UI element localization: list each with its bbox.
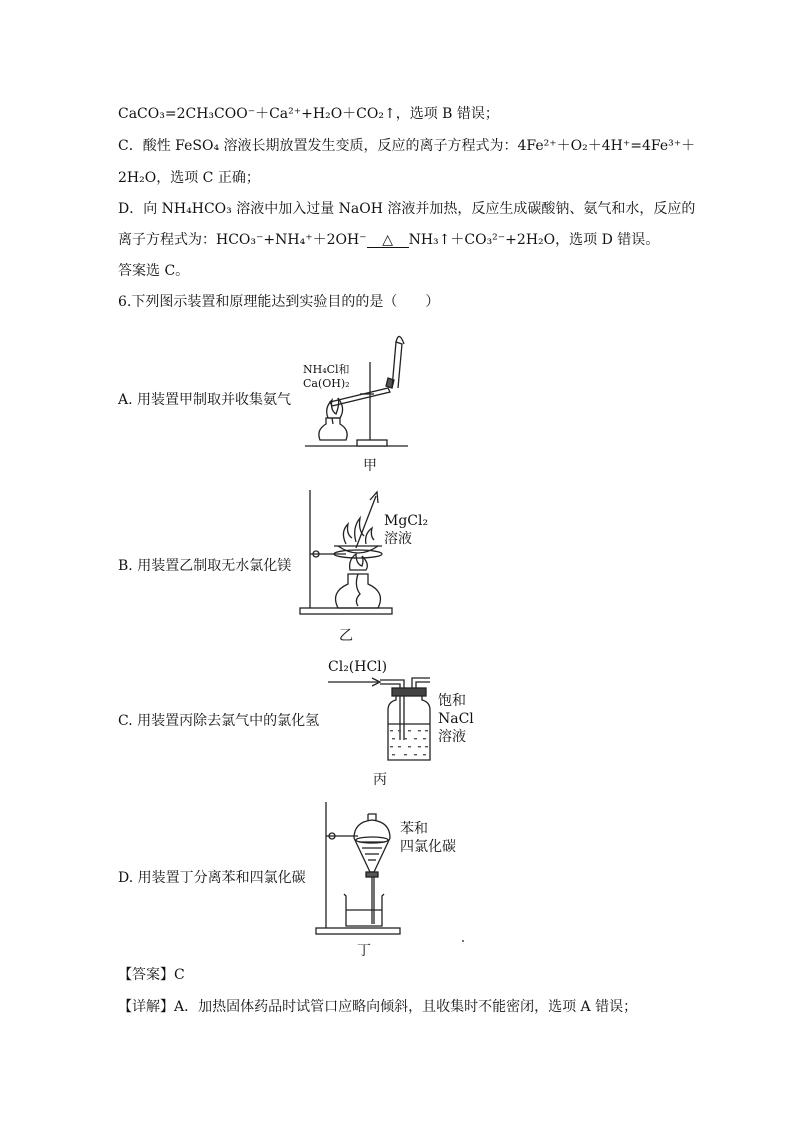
answer-line: 【答案】C — [118, 967, 185, 983]
label-yi-2: 溶液 — [384, 531, 412, 547]
label-yi-1: MgCl₂ — [384, 513, 429, 529]
text-line-6: 答案选 C。 — [118, 263, 190, 279]
option-a: A. 用装置甲制取并收集氨气 — [118, 392, 292, 408]
heat-condition: △ — [367, 233, 409, 248]
figure-jia — [300, 322, 420, 452]
equation-left: 离子方程式为：HCO₃⁻+NH₄⁺＋2OH⁻ — [118, 232, 367, 248]
question-6: 6.下列图示装置和原理能达到实验目的的是（ ） — [118, 294, 440, 310]
caption-yi: 乙 — [339, 628, 353, 644]
figure-bing — [326, 660, 486, 765]
label-jia-1: NH₄Cl和 — [303, 363, 350, 376]
label-bing-2: NaCl — [438, 711, 474, 727]
label-bing-1: 饱和 — [438, 693, 466, 709]
label-jia-2: Ca(OH)₂ — [303, 377, 350, 390]
label-ding-1: 苯和 — [400, 821, 428, 837]
stray-dot — [462, 940, 464, 942]
figure-ding — [312, 800, 472, 940]
text-line-4: D．向 NH₄HCO₃ 溶液中加入过量 NaOH 溶液并加热，反应生成碳酸钠、氨气和水，反应的 — [118, 201, 696, 217]
equation-right: NH₃↑＋CO₃²⁻+2H₂O，选项 D 错误。 — [408, 232, 660, 248]
caption-bing: 丙 — [373, 772, 387, 788]
caption-jia: 甲 — [363, 458, 377, 474]
option-b: B. 用装置乙制取无水氯化镁 — [118, 558, 292, 574]
text-line-1: CaCO₃=2CH₃COO⁻＋Ca²⁺+H₂O＋CO₂↑，选项 B 错误； — [118, 106, 499, 122]
option-d: D. 用装置丁分离苯和四氯化碳 — [118, 870, 306, 886]
apparatus-yi — [294, 486, 424, 618]
label-bing-3: 溶液 — [438, 729, 466, 745]
figure-yi — [294, 486, 429, 618]
text-line-2: C．酸性 FeSO₄ 溶液长期放置发生变质，反应的离子方程式为：4Fe²⁺＋O₂＋4H⁺=4Fe³⁺＋ — [118, 138, 696, 154]
detail-line: 【详解】A．加热固体药品时试管口应略向倾斜，且收集时不能密闭，选项 A 错误； — [118, 999, 638, 1015]
gas-label: Cl₂(HCl) — [328, 659, 388, 675]
option-c: C. 用装置丙除去氯气中的氯化氢 — [118, 713, 320, 729]
caption-ding: 丁 — [357, 943, 371, 959]
apparatus-ding — [312, 800, 472, 940]
label-ding-2: 四氯化碳 — [400, 839, 456, 855]
text-line-3: 2H₂O，选项 C 正确； — [118, 170, 260, 186]
text-line-5 — [118, 230, 659, 250]
